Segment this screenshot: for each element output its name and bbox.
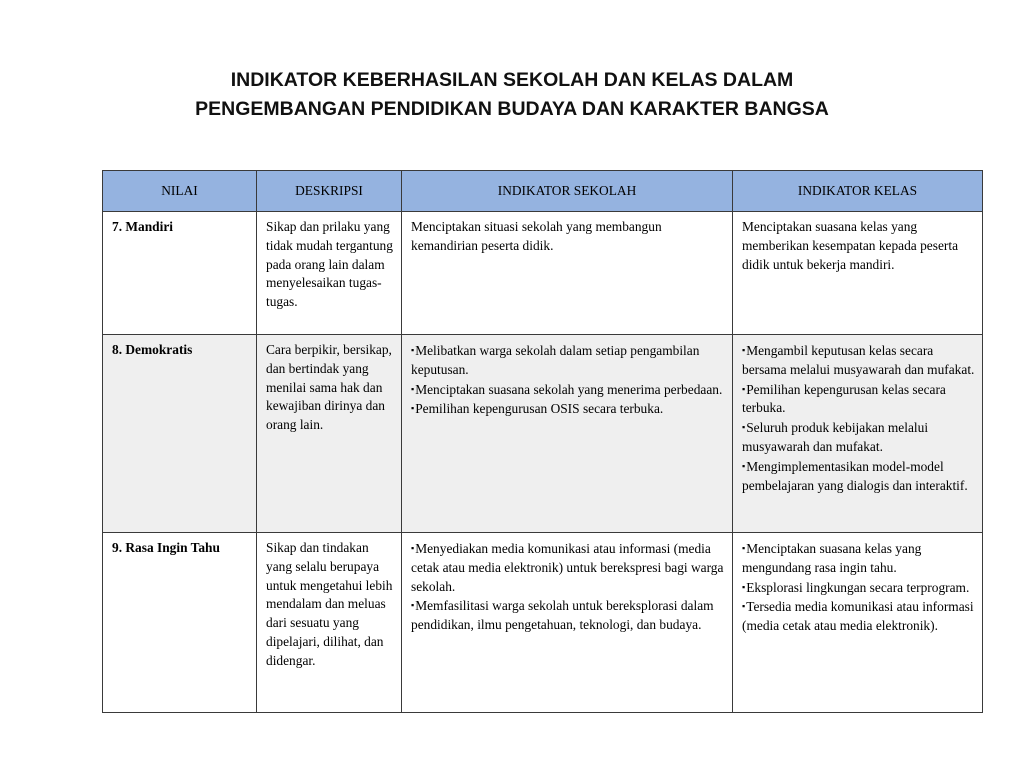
bullet-icon: ▪ — [742, 601, 746, 612]
list-item: ▪Pemilihan kepengurusan kelas secara terbuka. — [742, 381, 946, 416]
bullet-icon: ▪ — [411, 383, 415, 394]
cell-indikator-kelas — [733, 335, 983, 533]
cell-nilai: 8. Demokratis — [103, 335, 257, 533]
table-row — [103, 335, 983, 533]
bullet-icon: ▪ — [411, 600, 415, 611]
indicator-table — [102, 170, 983, 713]
table-row — [103, 533, 983, 713]
bullet-icon: ▪ — [742, 422, 746, 433]
cell-deskripsi: Cara berpikir, bersikap, dan bertindak yang menilai sama hak dan kewajiban dirinya dan orang lain. — [257, 335, 402, 533]
bullet-icon: ▪ — [742, 383, 746, 394]
list-item: ▪Menyediakan media komunikasi atau informasi (media cetak atau media elektronik) untuk berekspresi bagi warga sekolah. — [411, 541, 724, 594]
cell-nilai: 7. Mandiri — [103, 212, 257, 335]
cell-nilai: 9. Rasa Ingin Tahu — [103, 533, 257, 713]
bullet-icon: ▪ — [742, 543, 746, 553]
cell-indikator-sekolah — [402, 212, 733, 335]
title-line-1: INDIKATOR KEBERHASILAN SEKOLAH DAN KELAS DALAM — [230, 69, 794, 91]
bullet-icon: ▪ — [411, 543, 415, 553]
cell-indikator-kelas — [733, 533, 983, 713]
list-item: ▪Mengambil keputusan kelas secara bersama melalui musyawarah dan mufakat. — [742, 343, 975, 377]
bullet-icon: ▪ — [742, 460, 746, 471]
title-line-2: PENGEMBANGAN PENDIDIKAN BUDAYA DAN KARAKTER BANGSA — [195, 98, 829, 120]
list-item: ▪Pemilihan kepengurusan OSIS secara terbuka. — [411, 401, 664, 417]
list-item: ▪Mengimplementasikan model-model pembelajaran yang dialogis dan interaktif. — [742, 458, 968, 493]
list-item: ▪Menciptakan suasana sekolah yang menerima perbedaan. — [411, 381, 723, 397]
list-item: Menciptakan suasana kelas yang memberikan kesempatan kepada peserta didik untuk bekerja mandiri. — [742, 219, 959, 272]
table-header-row — [103, 171, 983, 212]
header-deskripsi: DESKRIPSI — [257, 171, 402, 212]
list-item: Menciptakan situasi sekolah yang membangun kemandirian peserta didik. — [411, 219, 662, 253]
list-item: ▪Menciptakan suasana kelas yang mengundang rasa ingin tahu. — [742, 541, 922, 575]
cell-indikator-kelas — [733, 212, 983, 335]
header-indikator-kelas: INDIKATOR KELAS — [733, 171, 983, 212]
cell-indikator-sekolah — [402, 533, 733, 713]
header-nilai: NILAI — [103, 171, 257, 212]
list-item: ▪Melibatkan warga sekolah dalam setiap pengambilan keputusan. — [411, 343, 700, 377]
list-item: ▪Memfasilitasi warga sekolah untuk bereksplorasi dalam pendidikan, ilmu pengetahuan, teknologi, dan budaya. — [411, 598, 714, 633]
table-row — [103, 212, 983, 335]
cell-deskripsi: Sikap dan prilaku yang tidak mudah tergantung pada orang lain dalam menyelesaikan tugas-tugas. — [257, 212, 402, 335]
bullet-icon: ▪ — [742, 581, 746, 592]
list-item: ▪Seluruh produk kebijakan melalui musyawarah dan mufakat. — [742, 420, 929, 454]
cell-indikator-sekolah — [402, 335, 733, 533]
bullet-icon: ▪ — [742, 345, 746, 355]
header-indikator-sekolah: INDIKATOR SEKOLAH — [402, 171, 733, 212]
list-item: ▪Eksplorasi lingkungan secara terprogram. — [742, 579, 970, 595]
bullet-icon: ▪ — [411, 403, 415, 414]
cell-deskripsi: Sikap dan tindakan yang selalu berupaya untuk mengetahui lebih mendalam dan meluas dari sesuatu yang dipelajari, dilihat, dan didengar. — [257, 533, 402, 713]
page-title — [0, 66, 1024, 124]
list-item: ▪Tersedia media komunikasi atau informasi (media cetak atau media elektronik). — [742, 599, 974, 634]
bullet-icon: ▪ — [411, 345, 415, 355]
